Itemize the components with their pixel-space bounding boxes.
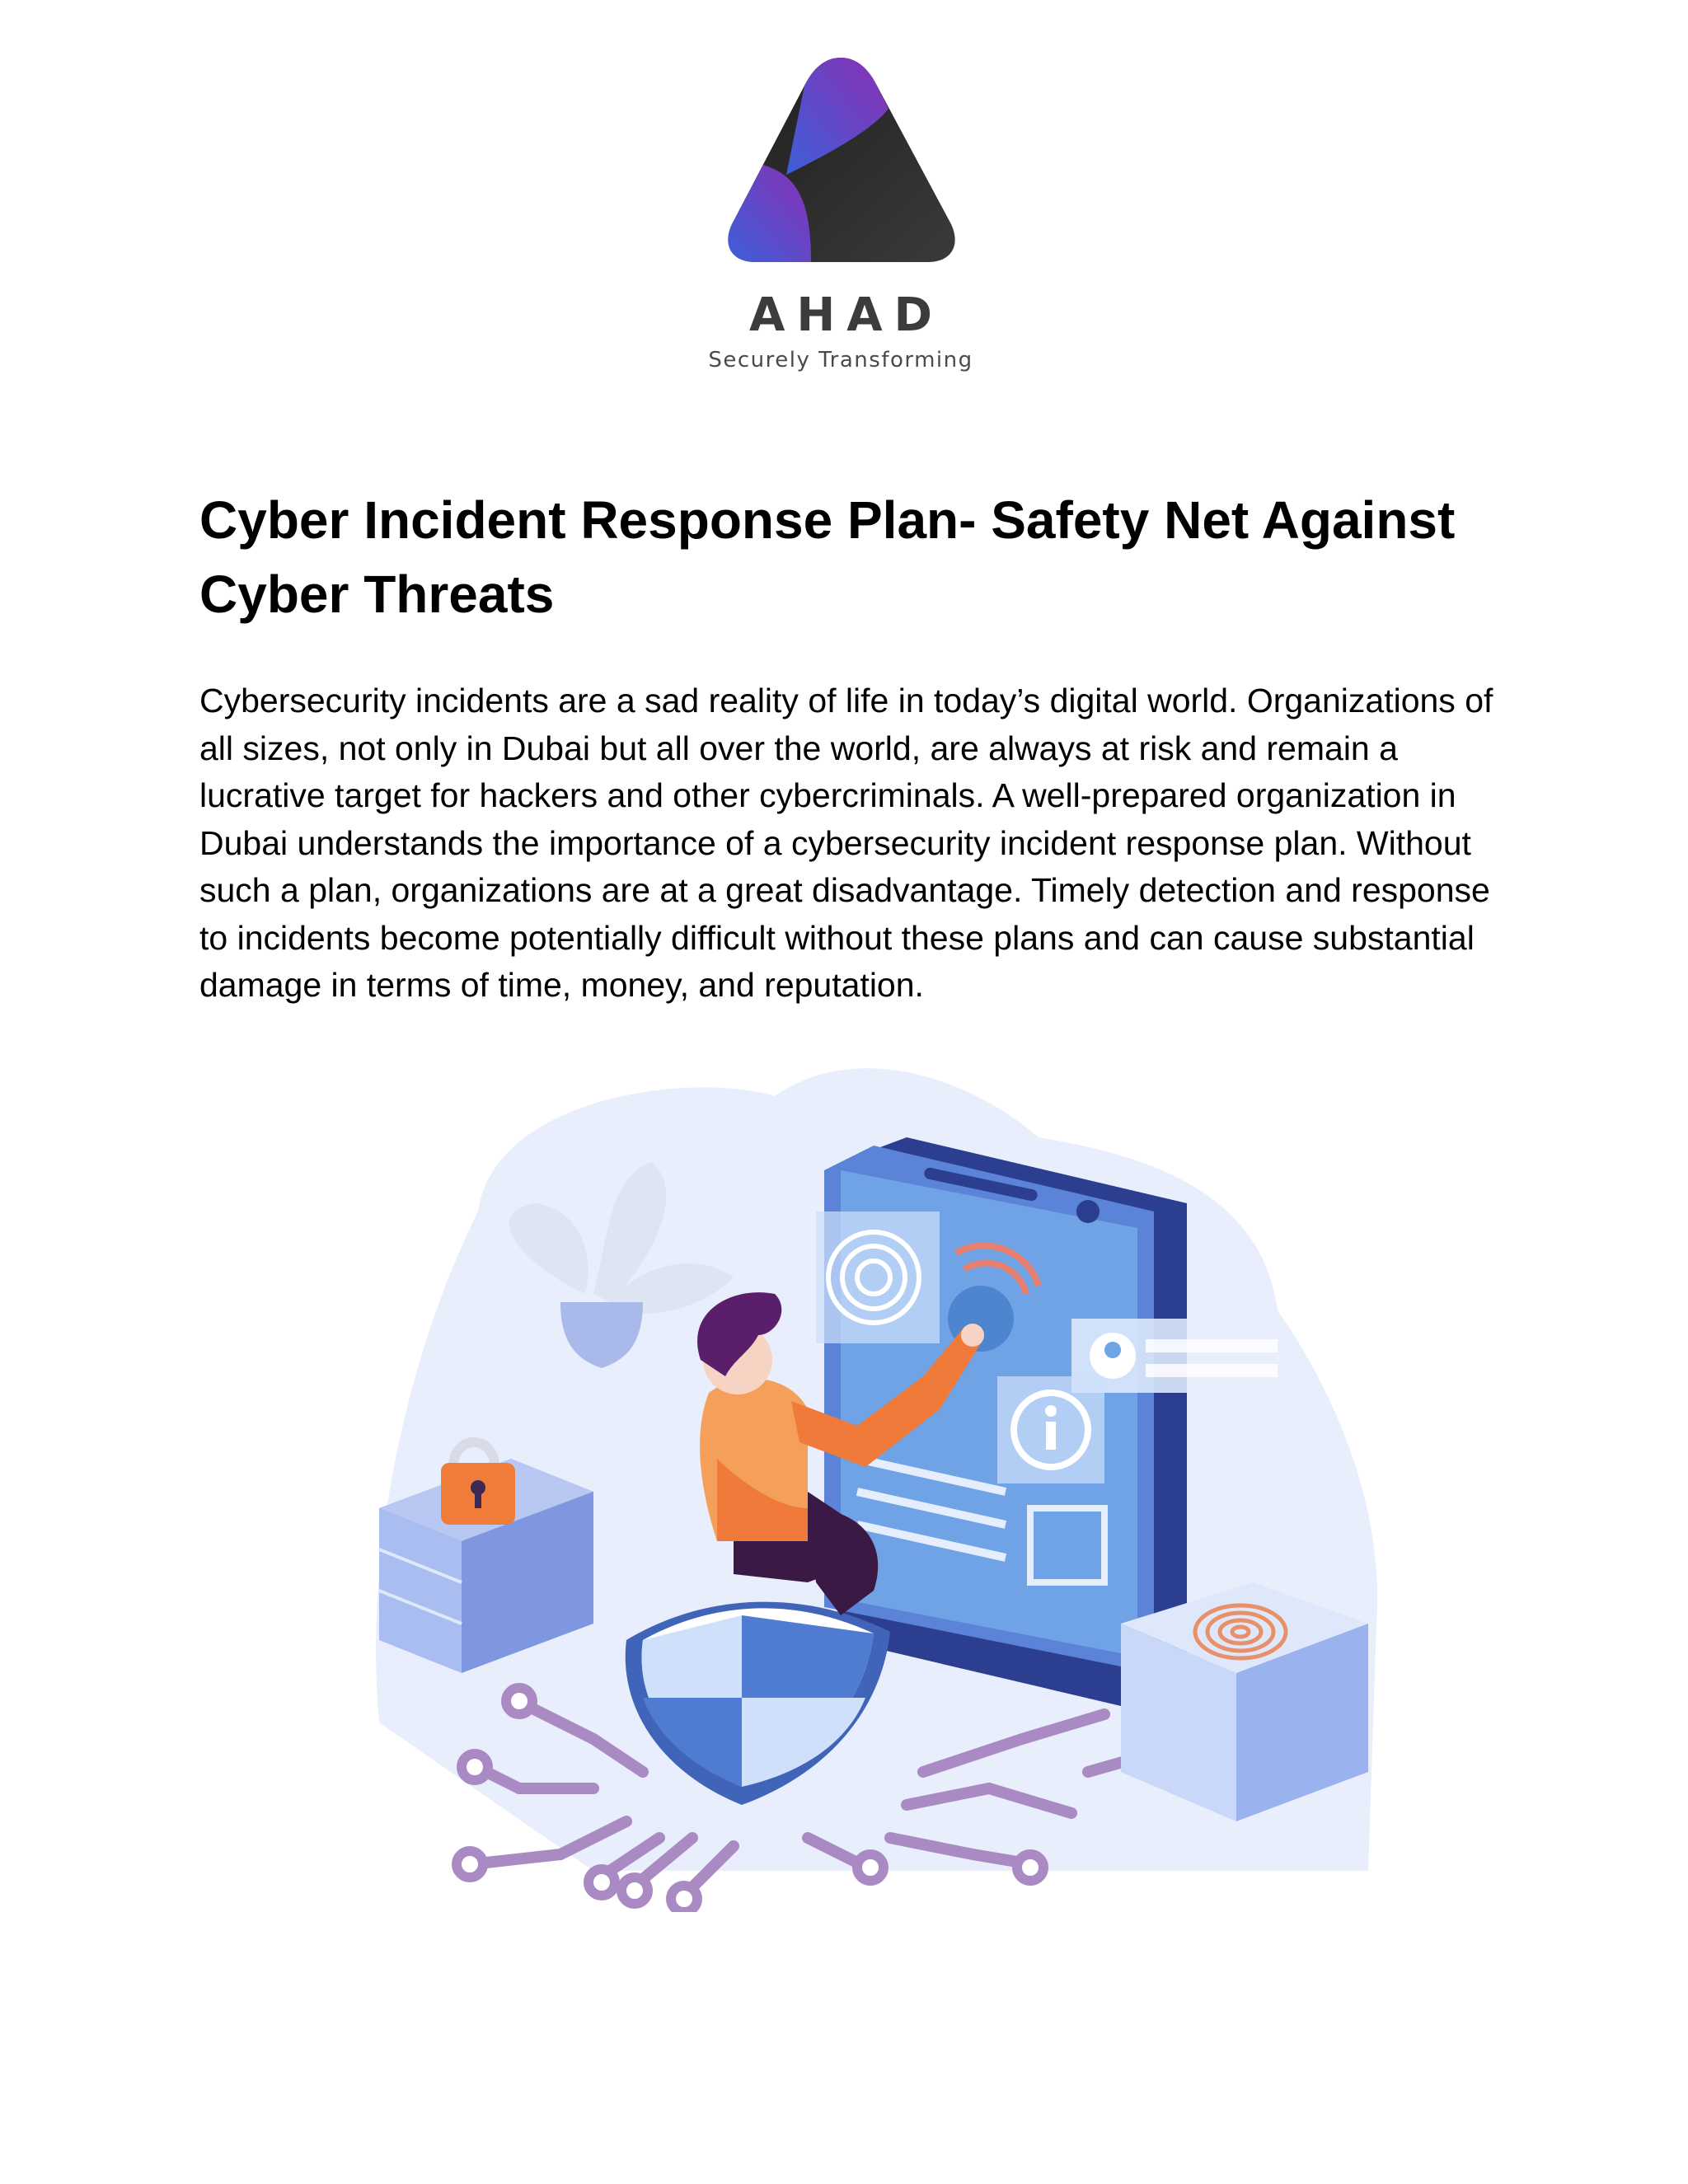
article-title: Cyber Incident Response Plan- Safety Net Against Cyber Threats bbox=[199, 490, 1456, 624]
brand-name: AHAD bbox=[748, 288, 945, 342]
logo-mark-icon bbox=[712, 51, 969, 282]
cybersecurity-illustration bbox=[346, 1047, 1409, 1912]
article-paragraph: Cybersecurity incidents are a sad reality of life in today’s digital world. Organizations of all sizes, not only in Dubai but all over the world, are always at risk and remain a lucrative target for hackers and other cybercriminals. A well-prepared organization in Dubai understands the importance of a cybersecurity incident response plan. Without such a plan, organizations are at a great disadvantage. Timely detection and response to incidents become potentially difficult without these plans and can cause substantial damage in terms of time, money, and reputation. bbox=[199, 682, 1493, 1004]
fingerprint-panel bbox=[816, 1212, 940, 1343]
fingerprint-cube bbox=[1121, 1582, 1368, 1821]
brand-tagline: Securely Transforming bbox=[708, 348, 973, 373]
info-icon bbox=[997, 1376, 1104, 1483]
brand-logo bbox=[692, 51, 989, 381]
